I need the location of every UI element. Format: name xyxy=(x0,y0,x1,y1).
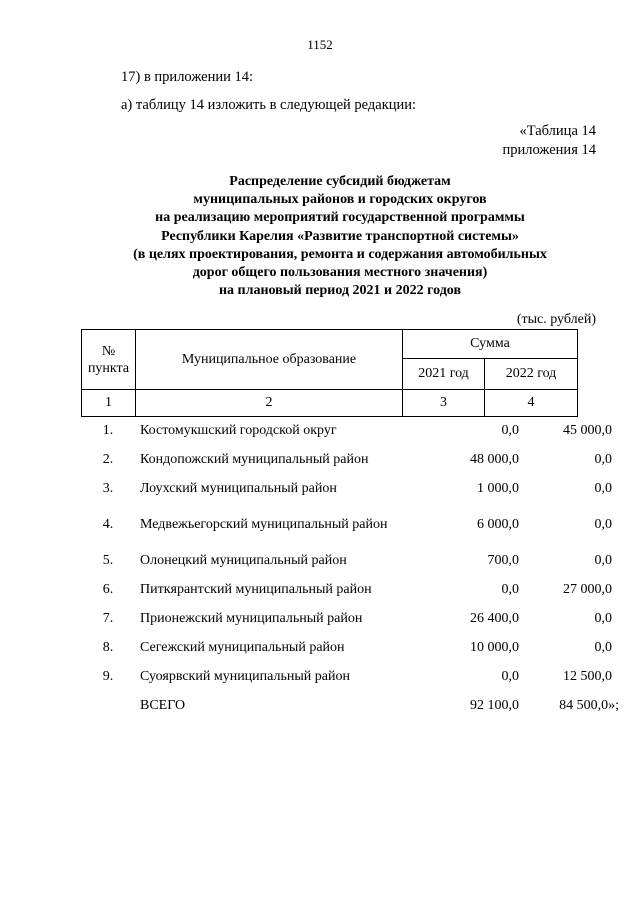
row-municipality: Лоухский муниципальный район xyxy=(140,481,337,496)
row-value-2022: 0,0 xyxy=(594,451,612,467)
row-number: 8. xyxy=(102,639,114,655)
document-title xyxy=(70,173,610,300)
row-value-2022: 0,0 xyxy=(594,552,612,568)
header-num: № пункта xyxy=(82,330,136,390)
row-municipality: Питкярантский муниципальный район xyxy=(140,582,372,597)
total-number-cell xyxy=(81,691,135,720)
table-row xyxy=(81,503,619,546)
row-number: 7. xyxy=(102,610,114,626)
row-value-2021: 10 000,0 xyxy=(470,639,519,655)
row-value-2021: 48 000,0 xyxy=(470,451,519,467)
row-number: 5. xyxy=(102,552,114,568)
paragraph-subitem-a: а) таблицу 14 изложить в следующей редакции: xyxy=(121,97,417,113)
row-municipality: Суоярвский муниципальный район xyxy=(140,669,350,684)
table-ref-line: «Таблица 14 xyxy=(519,123,596,139)
table-body xyxy=(81,416,619,720)
row-municipality: Костомукшский городской округ xyxy=(140,423,337,438)
row-number: 6. xyxy=(102,581,114,597)
row-number: 4. xyxy=(102,516,114,532)
header-municipality: Муниципальное образование xyxy=(136,330,403,390)
total-value-2022: 84 500,0»; xyxy=(559,697,619,713)
header-col-number: 4 xyxy=(485,390,578,417)
row-number: 3. xyxy=(102,480,114,496)
title-line: на плановый период 2021 и 2022 годов xyxy=(218,283,462,299)
header-year-2022: 2022 год xyxy=(485,359,578,390)
row-value-2021: 0,0 xyxy=(501,422,519,438)
header-col-number: 3 xyxy=(403,390,485,417)
row-municipality: Медвежьегорский муниципальный район xyxy=(140,517,388,532)
row-value-2021: 0,0 xyxy=(501,668,519,684)
table-row xyxy=(81,604,619,633)
row-value-2021: 6 000,0 xyxy=(477,516,519,532)
total-row xyxy=(81,691,619,720)
row-value-2022: 45 000,0 xyxy=(563,422,612,438)
table-row xyxy=(81,575,619,604)
header-year-2021: 2021 год xyxy=(403,359,485,390)
row-value-2021: 26 400,0 xyxy=(470,610,519,626)
table-reference xyxy=(503,122,596,160)
table-row xyxy=(81,445,619,474)
row-municipality: Сегежский муниципальный район xyxy=(140,640,345,655)
table-row xyxy=(81,416,619,445)
row-value-2021: 700,0 xyxy=(487,552,519,568)
title-line: Республики Карелия «Развитие транспортной системы» xyxy=(161,228,519,244)
row-municipality: Кондопожский муниципальный район xyxy=(140,452,369,467)
row-number: 2. xyxy=(102,451,114,467)
table-row xyxy=(81,546,619,575)
row-value-2021: 1 000,0 xyxy=(477,480,519,496)
header-sum: Сумма xyxy=(403,330,578,359)
title-line: Распределение субсидий бюджетам xyxy=(229,174,451,189)
table-row xyxy=(81,474,619,503)
row-municipality: Олонецкий муниципальный район xyxy=(140,553,347,568)
table-header xyxy=(81,329,578,417)
title-line: (в целях проектирования, ремонта и содержания автомобильных xyxy=(133,246,547,262)
row-value-2022: 0,0 xyxy=(594,480,612,496)
title-line: на реализацию мероприятий государственной программы xyxy=(155,210,525,226)
table-ref-line: приложения 14 xyxy=(502,142,596,158)
header-col-number: 2 xyxy=(136,390,403,417)
row-number: 9. xyxy=(102,668,114,684)
row-number: 1. xyxy=(102,422,114,438)
row-value-2022: 0,0 xyxy=(594,610,612,626)
row-municipality: Прионежский муниципальный район xyxy=(140,611,363,626)
header-col-number: 1 xyxy=(82,390,136,417)
row-value-2022: 0,0 xyxy=(594,516,612,532)
row-value-2022: 12 500,0 xyxy=(563,668,612,684)
page-number: 1152 xyxy=(307,37,333,52)
table-row xyxy=(81,633,619,662)
row-value-2021: 0,0 xyxy=(501,581,519,597)
title-line: муниципальных районов и городских округов xyxy=(193,192,487,208)
total-value-2021: 92 100,0 xyxy=(470,697,519,713)
table-row xyxy=(81,662,619,691)
units-label: (тыс. рублей) xyxy=(516,312,596,327)
title-line: дорог общего пользования местного значения) xyxy=(192,265,488,281)
row-value-2022: 27 000,0 xyxy=(563,581,612,597)
paragraph-item-17: 17) в приложении 14: xyxy=(121,69,254,85)
total-label: ВСЕГО xyxy=(140,698,186,713)
row-value-2022: 0,0 xyxy=(594,639,612,655)
